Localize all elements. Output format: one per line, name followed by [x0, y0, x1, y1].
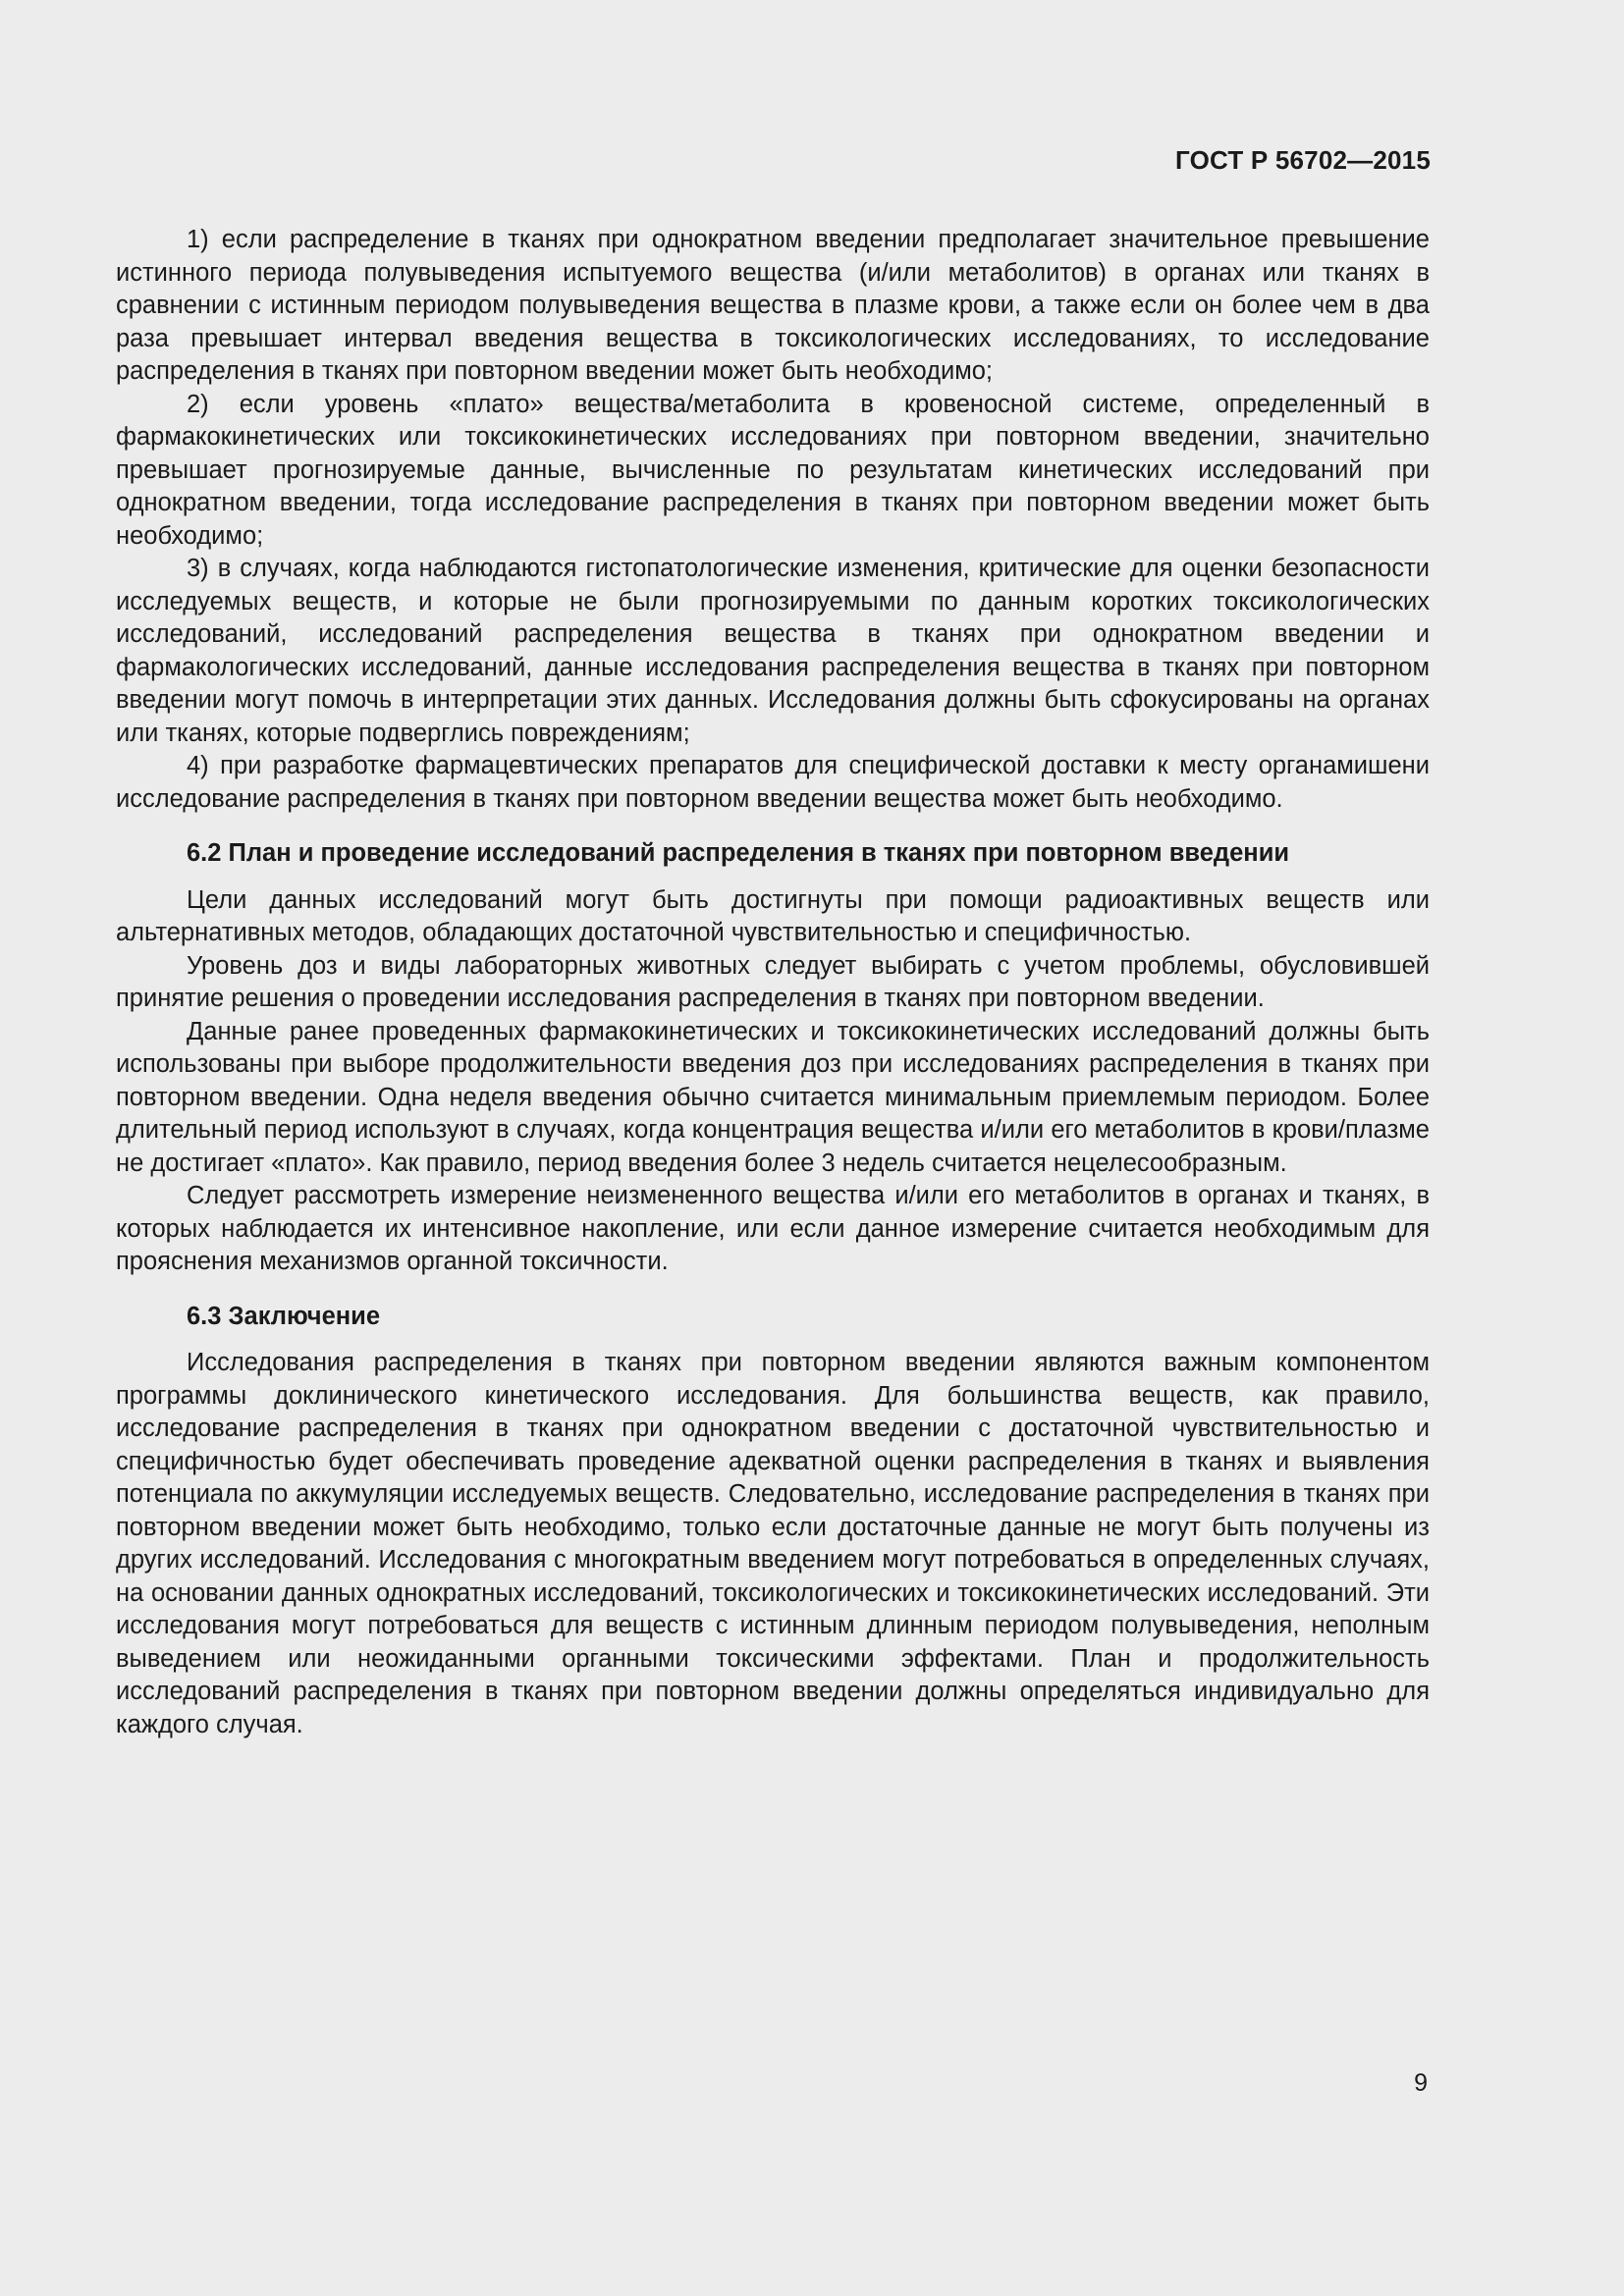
section-6-3-paragraph-1: Исследования распределения в тканях при повторном введении являются важным компонентом программы доклинического кинетического исследования. Для большинства веществ, как правило, исследование распределения в тканях при однократном введении с достаточной чувствительностью и специфичностью будет обеспечивать проведение адекватной оценки распределения в тканях и выявления потенциала по аккумуляции исследуемых веществ. Следовательно, исследование распределения в тканях при повторном введении может быть необходимо, только если достаточные данные не могут быть получены из других исследований. Исследования с многократным введением могут потребоваться в определенных случаях, на основании данных однократных исследований, токсикологических и токсикокинетических исследований. Эти исследования могут потребоваться для веществ с истинным длинным периодом полувыведения, неполным выведением или неожиданными органными токсическими эффектами. План и продолжительность исследований распределения в тканях при повторном введении должны определяться индивидуально для каждого случая. — [116, 1349, 1430, 1738]
section-6-2-paragraph-3: Данные ранее проведенных фармакокинетических и токсикокинетических исследований должны быть использованы при выборе продолжительности введения доз при исследованиях распределения в тканях при повторном введении. Одна неделя введения обычно считается минимальным приемлемым периодом. Более длительный период используют в случаях, когда концентрация вещества и/или его метаболитов в крови/плазме не достигает «плато». Как правило, период введения более 3 недель считается нецелесообразным. — [116, 1017, 1430, 1177]
list-item-3: 3) в случаях, когда наблюдаются гистопатологические изменения, критические для оценки безопасности исследуемых веществ, и которые не были прогнозируемыми по данным коротких токсикологических исследований, исследований распределения вещества в тканях при однократном введении и фармакологических исследований, данные исследования распределения вещества в тканях при повторном введении могут помочь в интерпретации этих данных. Исследования должны быть сфокусированы на органах или тканях, которые подверглись повреждениям; — [116, 555, 1430, 747]
page-number: 9 — [1414, 2069, 1428, 2097]
section-6-2-paragraph-1: Цели данных исследований могут быть достигнуты при помощи радиоактивных веществ или альтернативных методов, обладающих достаточной чувствительностью и специфичностью. — [116, 885, 1430, 946]
document-code-header: ГОСТ Р 56702—2015 — [1175, 145, 1431, 175]
section-6-2-paragraph-2: Уровень доз и виды лабораторных животных следует выбирать с учетом проблемы, обусловившей принятие решения о проведении исследования распределения в тканях при повторном введении. — [116, 951, 1430, 1012]
list-item-2: 2) если уровень «плато» вещества/метаболита в кровеносной системе, определенный в фармакокинетических или токсикокинетических исследованиях при повторном введении, значительно превышает прогнозируемые данные, вычисленные по результатам кинетических исследований при однократном введении, тогда исследование распределения в тканях при повторном введении может быть необходимо; — [116, 390, 1430, 550]
section-6-2-paragraph-4: Следует рассмотреть измерение неизмененного вещества и/или его метаболитов в органах и тканях, в которых наблюдается их интенсивное накопление, или если данное измерение считается необходимым для прояснения механизмов органной токсичности. — [116, 1182, 1430, 1275]
list-item-4: 4) при разработке фармацевтических препаратов для специфической доставки к месту органамишени исследование распределения в тканях при повторном введении вещества может быть необходимо. — [116, 752, 1430, 813]
list-item-1: 1) если распределение в тканях при однократном введении предполагает значительное превышение истинного периода полувыведения испытуемого вещества (и/или метаболитов) в органах или тканях в сравнении с истинным периодом полувыведения вещества в плазме крови, а также если он более чем в два раза превышает интервал введения вещества в токсикологических исследованиях, то исследование распределения в тканях при повторном введении может быть необходимо; — [116, 226, 1430, 385]
section-heading-6-2: 6.2 План и проведение исследований распределения в тканях при повторном введении — [187, 839, 1290, 867]
document-body — [116, 224, 1430, 1741]
section-heading-6-3: 6.3 Заключение — [187, 1302, 381, 1330]
